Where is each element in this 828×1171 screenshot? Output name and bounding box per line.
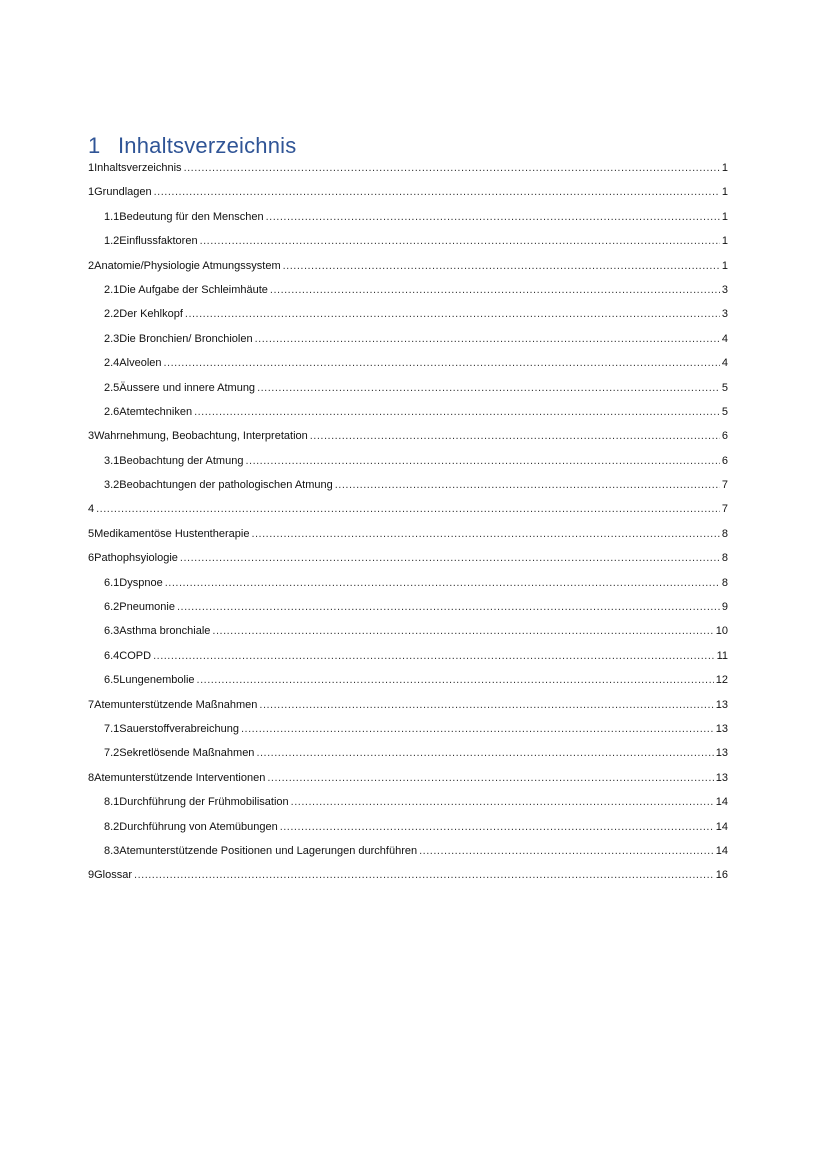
- toc-entry-page: 13: [715, 722, 728, 735]
- toc-entry-number: 1.1: [104, 210, 120, 223]
- toc-entry-text: Die Aufgabe der Schleimhäute: [119, 283, 268, 296]
- toc-entry-text: Anatomie/Physiologie Atmungssystem: [94, 259, 281, 272]
- toc-entry[interactable]: [88, 650, 728, 674]
- toc-entry-page: 13: [715, 747, 728, 760]
- toc-entry-text: Beobachtung der Atmung: [119, 454, 244, 467]
- toc-entry-page: 1: [721, 210, 728, 223]
- toc-entry[interactable]: [88, 406, 728, 430]
- toc-entry-page: 3: [721, 308, 728, 321]
- toc-entry-number: 8: [88, 771, 95, 784]
- toc-entry-page: 1: [721, 162, 728, 174]
- toc-entry-number: 7: [88, 698, 95, 711]
- toc-entry-label: [104, 357, 164, 369]
- toc-entry[interactable]: [88, 357, 728, 381]
- dot-leader: [134, 869, 714, 881]
- toc-entry-text: Durchführung der Frühmobilisation: [119, 796, 289, 809]
- toc-entry-label: [104, 455, 245, 467]
- dot-leader: [153, 650, 715, 662]
- toc-entry-number: 6: [88, 552, 95, 565]
- toc-entry-page: 4: [721, 332, 728, 345]
- toc-entry[interactable]: [88, 503, 728, 527]
- toc-entry-text: Durchführung von Atemübungen: [119, 820, 278, 833]
- dot-leader: [194, 406, 720, 418]
- dot-leader: [291, 796, 714, 808]
- toc-entry-number: 1: [88, 186, 95, 199]
- toc-entry-page: 8: [721, 576, 728, 589]
- toc-entry[interactable]: [88, 333, 728, 357]
- dot-leader: [164, 357, 720, 369]
- toc-entry-page: 9: [721, 601, 728, 614]
- toc-entry-number: 3: [88, 430, 95, 443]
- toc-entry-text: Grundlagen: [94, 186, 152, 199]
- toc-entry-text: Asthma bronchiale: [119, 625, 211, 638]
- toc-entry-page: 6: [721, 430, 728, 443]
- toc-entry-label: [104, 235, 200, 247]
- toc-entry-page: 13: [715, 771, 728, 784]
- toc-entry[interactable]: [88, 699, 728, 723]
- dot-leader: [251, 528, 719, 540]
- toc-entry-page: 1: [721, 186, 728, 199]
- toc-entry-page: 14: [715, 796, 728, 809]
- toc-entry-text: Sauerstoffverabreichung: [119, 722, 239, 735]
- toc-entry[interactable]: [88, 211, 728, 235]
- toc-entry-label: [104, 308, 185, 320]
- toc-entry[interactable]: [88, 162, 728, 186]
- toc-entry[interactable]: [88, 723, 728, 747]
- toc-entry-page: 7: [721, 479, 728, 492]
- toc-entry-number: 1.2: [104, 235, 120, 248]
- toc-entry-text: Atemunterstützende Maßnahmen: [94, 698, 258, 711]
- toc-entry-page: 5: [721, 405, 728, 418]
- dot-leader: [154, 186, 720, 198]
- toc-entry[interactable]: [88, 821, 728, 845]
- toc-entry-text: Sekretlösende Maßnahmen: [119, 747, 255, 760]
- dot-leader: [96, 503, 720, 515]
- dot-leader: [177, 601, 720, 613]
- toc-entry-text: Beobachtungen der pathologischen Atmung: [119, 479, 333, 492]
- toc-entry[interactable]: [88, 308, 728, 332]
- toc-entry-label: [88, 186, 154, 198]
- toc-entry[interactable]: [88, 772, 728, 796]
- toc-entry-number: 2.5: [104, 381, 120, 394]
- toc-entry-text: Atemunterstützende Interventionen: [94, 771, 266, 784]
- toc-entry-label: [88, 503, 96, 515]
- dot-leader: [245, 455, 719, 467]
- toc-entry-text: Die Bronchien/ Bronchiolen: [119, 332, 253, 345]
- table-of-contents: [88, 162, 728, 894]
- toc-entry-number: 2: [88, 259, 95, 272]
- toc-entry-page: 12: [715, 674, 728, 687]
- toc-entry-number: 6.2: [104, 601, 120, 614]
- toc-entry-number: 7.1: [104, 722, 120, 735]
- dot-leader: [266, 211, 720, 223]
- toc-entry[interactable]: [88, 284, 728, 308]
- toc-entry-text: COPD: [119, 649, 152, 662]
- dot-leader: [310, 430, 720, 442]
- toc-entry-text: Einflussfaktoren: [119, 235, 198, 248]
- toc-entry-text: Bedeutung für den Menschen: [119, 210, 264, 223]
- toc-entry[interactable]: [88, 528, 728, 552]
- toc-entry[interactable]: [88, 674, 728, 698]
- toc-entry-text: Inhaltsverzeichnis: [94, 162, 182, 174]
- toc-entry-number: 2.4: [104, 357, 120, 370]
- dot-leader: [419, 845, 714, 857]
- toc-entry-page: 11: [716, 649, 728, 662]
- toc-entry-label: [104, 601, 177, 613]
- toc-entry-number: 2.6: [104, 405, 120, 418]
- toc-entry-number: 6.3: [104, 625, 120, 638]
- toc-entry-label: [104, 723, 241, 735]
- toc-entry-label: [88, 772, 267, 784]
- dot-leader: [270, 284, 720, 296]
- toc-entry-page: 13: [715, 698, 728, 711]
- toc-heading-number: 1: [88, 133, 101, 158]
- dot-leader: [335, 479, 720, 491]
- toc-entry-label: [104, 796, 291, 808]
- toc-entry-label: [104, 674, 197, 686]
- toc-entry-page: 14: [715, 820, 728, 833]
- toc-entry-text: Wahrnehmung, Beobachtung, Interpretation: [94, 430, 308, 443]
- toc-entry-label: [104, 577, 165, 589]
- toc-entry-label: [104, 479, 335, 491]
- dot-leader: [259, 699, 713, 711]
- dot-leader: [241, 723, 714, 735]
- toc-entry-page: 5: [721, 381, 728, 394]
- dot-leader: [212, 625, 713, 637]
- toc-entry-text: Glossar: [94, 869, 133, 882]
- toc-entry-number: 2.3: [104, 332, 120, 345]
- toc-entry-number: 8.2: [104, 820, 120, 833]
- toc-entry-text: Dyspnoe: [119, 576, 163, 589]
- toc-entry-number: 8.1: [104, 796, 120, 809]
- toc-entry-label: [88, 699, 259, 711]
- toc-entry-label: [104, 845, 419, 857]
- toc-entry[interactable]: [88, 260, 728, 284]
- toc-entry-label: [88, 430, 310, 442]
- toc-entry[interactable]: [88, 747, 728, 771]
- toc-entry-page: 16: [715, 869, 728, 882]
- toc-entry-number: 1: [88, 162, 95, 174]
- toc-entry-text: Medikamentöse Hustentherapie: [94, 527, 250, 540]
- toc-entry-label: [104, 747, 256, 759]
- toc-entry-label: [104, 284, 270, 296]
- toc-entry-label: [104, 650, 153, 662]
- toc-entry-text: Pathophsyiologie: [94, 552, 178, 565]
- toc-entry-label: [88, 552, 180, 564]
- toc-entry-number: 7.2: [104, 747, 120, 760]
- toc-entry-page: 7: [721, 503, 728, 516]
- toc-entry[interactable]: [88, 455, 728, 479]
- dot-leader: [197, 674, 714, 686]
- toc-entry-text: Der Kehlkopf: [119, 308, 183, 321]
- toc-entry-text: Pneumonie: [119, 601, 175, 614]
- toc-entry[interactable]: [88, 601, 728, 625]
- toc-entry-page: 3: [721, 283, 728, 296]
- toc-entry-number: 3.1: [104, 454, 120, 467]
- toc-entry-text: Lungenembolie: [119, 674, 195, 687]
- toc-entry-page: 8: [721, 527, 728, 540]
- toc-entry-label: [104, 382, 257, 394]
- toc-entry-number: 2.2: [104, 308, 120, 321]
- toc-entry-page: 6: [721, 454, 728, 467]
- toc-entry[interactable]: [88, 625, 728, 649]
- toc-entry-label: [104, 625, 212, 637]
- toc-entry-label: [88, 528, 251, 540]
- toc-entry[interactable]: [88, 186, 728, 210]
- toc-entry-label: [104, 211, 266, 223]
- toc-entry-label: [88, 162, 184, 174]
- toc-entry[interactable]: [88, 869, 728, 893]
- toc-entry[interactable]: [88, 845, 728, 869]
- dot-leader: [184, 162, 720, 174]
- dot-leader: [255, 333, 720, 345]
- toc-entry-text: Alveolen: [119, 357, 162, 370]
- toc-entry-label: [88, 260, 283, 272]
- toc-entry-text: Atemunterstützende Positionen und Lagerungen durchführen: [119, 844, 418, 857]
- toc-entry-page: 10: [715, 625, 728, 638]
- toc-entry-label: [104, 333, 255, 345]
- toc-entry-number: 9: [88, 869, 95, 882]
- toc-entry-label: [104, 406, 194, 418]
- toc-heading-title: Inhaltsverzeichnis: [118, 133, 297, 158]
- dot-leader: [267, 772, 713, 784]
- toc-entry[interactable]: [88, 552, 728, 576]
- toc-entry-number: 8.3: [104, 844, 120, 857]
- toc-entry-number: 6.1: [104, 576, 120, 589]
- toc-entry-label: [88, 869, 134, 881]
- toc-entry-text: Atemtechniken: [119, 405, 193, 418]
- toc-entry[interactable]: [88, 796, 728, 820]
- toc-entry[interactable]: [88, 577, 728, 601]
- dot-leader: [283, 260, 720, 272]
- toc-entry-page: 14: [715, 844, 728, 857]
- toc-entry-number: 5: [88, 527, 95, 540]
- toc-entry-page: 4: [721, 357, 728, 370]
- dot-leader: [165, 577, 720, 589]
- toc-entry[interactable]: [88, 382, 728, 406]
- toc-entry-number: 2.1: [104, 283, 120, 296]
- dot-leader: [200, 235, 720, 247]
- toc-entry-number: 3.2: [104, 479, 120, 492]
- toc-entry-number: 4: [88, 503, 95, 516]
- dot-leader: [180, 552, 720, 564]
- toc-entry-number: 6.5: [104, 674, 120, 687]
- toc-entry-page: 8: [721, 552, 728, 565]
- toc-entry-number: 6.4: [104, 649, 120, 662]
- toc-entry-text: Äussere und innere Atmung: [119, 381, 256, 394]
- toc-entry-label: [104, 821, 280, 833]
- dot-leader: [257, 382, 720, 394]
- toc-entry-page: 1: [721, 235, 728, 248]
- toc-entry[interactable]: [88, 430, 728, 454]
- dot-leader: [256, 747, 713, 759]
- toc-entry[interactable]: [88, 479, 728, 503]
- toc-entry-page: 1: [721, 259, 728, 272]
- dot-leader: [185, 308, 720, 320]
- toc-entry[interactable]: [88, 235, 728, 259]
- toc-heading: [88, 133, 296, 159]
- dot-leader: [280, 821, 714, 833]
